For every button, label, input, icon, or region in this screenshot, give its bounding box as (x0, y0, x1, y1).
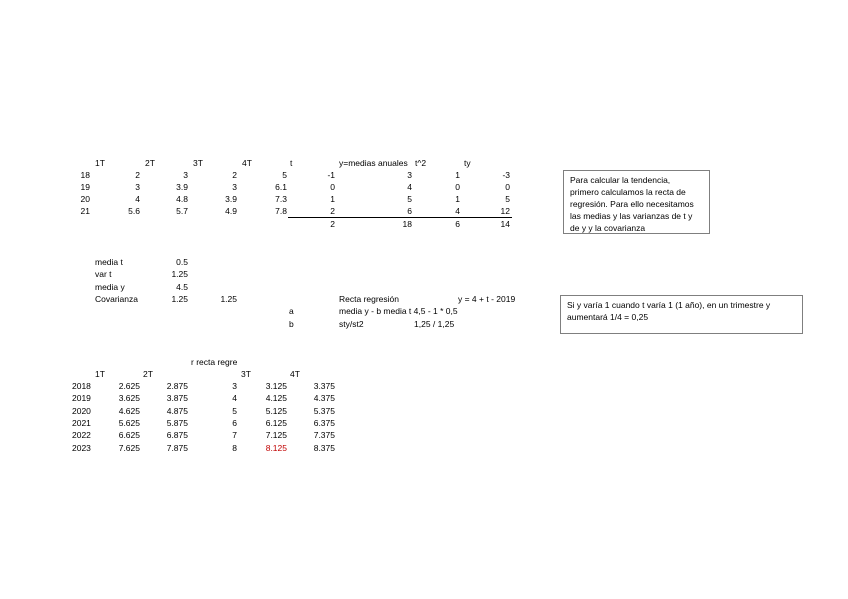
t1-cell: 7.8 (275, 206, 287, 216)
t1-cell: 5 (407, 194, 412, 204)
t1-cell: 3.9 (225, 194, 237, 204)
t1-cell: -1 (327, 170, 335, 180)
t2-cell: 3.625 (118, 393, 140, 403)
t1-cell: 0 (455, 182, 460, 192)
t1-cell: 3 (232, 182, 237, 192)
t1-header-t: t (290, 158, 293, 168)
t2-cell: 6.625 (118, 430, 140, 440)
t1-cell: 18 (80, 170, 90, 180)
trend-note: Para calcular la tendencia, primero calculamos la recta de regresión. Para ello necesitamos las medias y las varianzas de t y de y y la covarianza (563, 170, 710, 234)
t1-header-y: y=medias anuales (339, 158, 408, 168)
t2-cell: 5.875 (166, 418, 188, 428)
stat-value-covarianza: 1.25 (171, 294, 188, 304)
t2-cell: 2.625 (118, 381, 140, 391)
t1-cell: 0 (505, 182, 510, 192)
t2-cell: 4 (232, 393, 237, 403)
t1-cell: 3.9 (176, 182, 188, 192)
t1-cell: 4.8 (176, 194, 188, 204)
t2-header-3t: 3T (241, 369, 251, 379)
regression-a-formula: media y - b media t 4,5 - 1 * 0,5 (339, 306, 458, 316)
t1-cell: 20 (80, 194, 90, 204)
t1-cell: 12 (500, 206, 510, 216)
t1-cell: 3 (135, 182, 140, 192)
t1-total-y: 18 (402, 219, 412, 229)
t2-cell: 6.125 (265, 418, 287, 428)
t2-year: 2023 (72, 443, 91, 453)
t1-cell: 1 (455, 170, 460, 180)
t2-cell: 8 (232, 443, 237, 453)
t2-header-1t: 1T (95, 369, 105, 379)
t1-cell: 1 (330, 194, 335, 204)
regression-b-value: 1,25 / 1,25 (414, 319, 455, 329)
t1-header-ty: ty (464, 158, 471, 168)
t2-header-2t: 2T (143, 369, 153, 379)
stat-label-media-t: media t (95, 257, 123, 267)
t2-cell: 4.875 (166, 406, 188, 416)
t1-cell: 5.7 (176, 206, 188, 216)
t2-cell: 5 (232, 406, 237, 416)
stat-label-var-t: var t (95, 269, 112, 279)
stat-value-media-y: 4.5 (176, 282, 188, 292)
t1-cell: 7.3 (275, 194, 287, 204)
t2-cell-highlight: 8.125 (265, 443, 287, 453)
t1-cell: 4 (135, 194, 140, 204)
stat-extra-covarianza: 1.25 (220, 294, 237, 304)
t2-cell: 5.375 (313, 406, 335, 416)
regression-title: Recta regresión (339, 294, 400, 304)
t1-cell: 4.9 (225, 206, 237, 216)
t2-year: 2022 (72, 430, 91, 440)
t2-cell: 3.125 (265, 381, 287, 391)
t2-cell: 7.875 (166, 443, 188, 453)
t1-header-t2: t^2 (415, 158, 427, 168)
t1-total-t: 2 (330, 219, 335, 229)
t2-cell: 7.375 (313, 430, 335, 440)
t2-title: r recta regre (191, 357, 238, 367)
t1-cell: 5 (505, 194, 510, 204)
t2-cell: 3.375 (313, 381, 335, 391)
t1-cell: 3 (407, 170, 412, 180)
t1-cell: 5 (282, 170, 287, 180)
t1-cell: 0 (330, 182, 335, 192)
t1-total-ty: 14 (500, 219, 510, 229)
stat-label-covarianza: Covarianza (95, 294, 138, 304)
t1-cell: -3 (502, 170, 510, 180)
stat-value-var-t: 1.25 (171, 269, 188, 279)
t1-cell: 19 (80, 182, 90, 192)
t2-cell: 6.875 (166, 430, 188, 440)
t2-header-4t: 4T (290, 369, 300, 379)
t2-cell: 7.125 (265, 430, 287, 440)
t1-header-2t: 2T (145, 158, 155, 168)
t2-cell: 4.625 (118, 406, 140, 416)
t2-year: 2021 (72, 418, 91, 428)
t2-cell: 8.375 (313, 443, 335, 453)
t1-cell: 6.1 (275, 182, 287, 192)
t1-cell: 2 (135, 170, 140, 180)
t2-year: 2019 (72, 393, 91, 403)
t1-total-t2: 6 (455, 219, 460, 229)
t1-cell: 2 (232, 170, 237, 180)
quarter-note: Si y varía 1 cuando t varía 1 (1 año), en un trimestre y aumentará 1/4 = 0,25 (560, 295, 803, 334)
t2-cell: 3 (232, 381, 237, 391)
t1-cell: 6 (407, 206, 412, 216)
t2-cell: 7 (232, 430, 237, 440)
t2-cell: 3.875 (166, 393, 188, 403)
t1-header-1t: 1T (95, 158, 105, 168)
regression-b-formula: sty/st2 (339, 319, 364, 329)
t2-cell: 6.375 (313, 418, 335, 428)
regression-equation: y = 4 + t - 2019 (458, 294, 516, 304)
t1-cell: 1 (455, 194, 460, 204)
regression-b-label: b (289, 319, 294, 329)
t1-cell: 2 (330, 206, 335, 216)
t1-cell: 4 (455, 206, 460, 216)
t2-cell: 5.625 (118, 418, 140, 428)
t2-cell: 7.625 (118, 443, 140, 453)
regression-a-label: a (289, 306, 294, 316)
t1-header-4t: 4T (242, 158, 252, 168)
t2-cell: 4.125 (265, 393, 287, 403)
t1-cell: 21 (80, 206, 90, 216)
totals-divider (288, 217, 512, 218)
t2-cell: 2.875 (166, 381, 188, 391)
t2-cell: 4.375 (313, 393, 335, 403)
t2-cell: 6 (232, 418, 237, 428)
t2-year: 2020 (72, 406, 91, 416)
t1-cell: 5.6 (128, 206, 140, 216)
t2-year: 2018 (72, 381, 91, 391)
t1-cell: 4 (407, 182, 412, 192)
t1-header-3t: 3T (193, 158, 203, 168)
t1-cell: 3 (183, 170, 188, 180)
stat-label-media-y: media y (95, 282, 125, 292)
t2-cell: 5.125 (265, 406, 287, 416)
stat-value-media-t: 0.5 (176, 257, 188, 267)
